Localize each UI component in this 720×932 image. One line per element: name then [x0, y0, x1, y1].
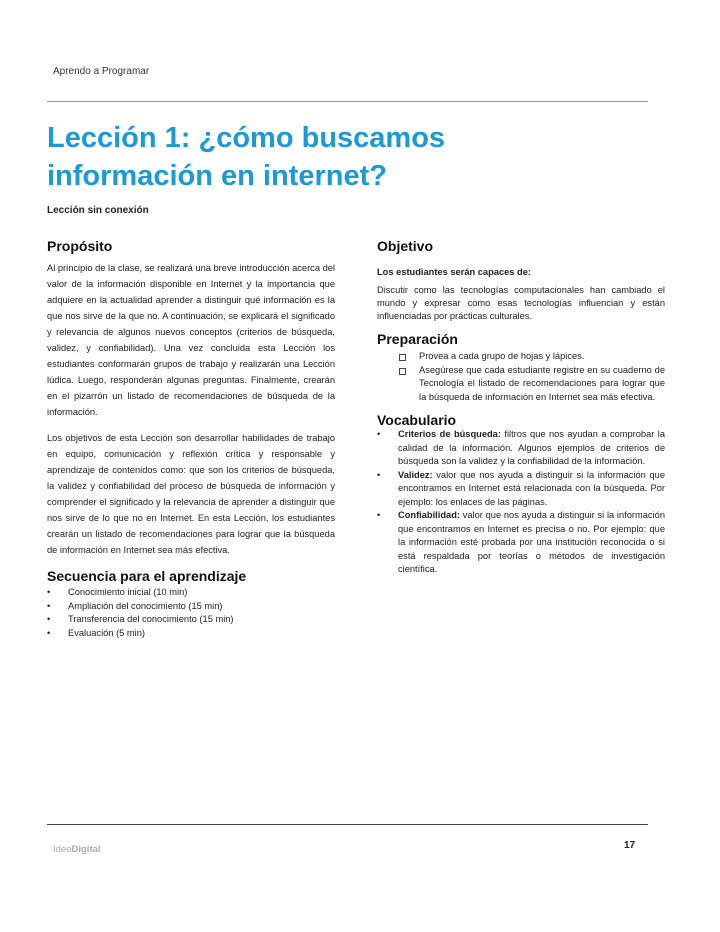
secuencia-list	[47, 586, 335, 640]
running-header: Aprendo a Programar	[53, 66, 150, 77]
list-item: • Conocimiento inicial (10 min)	[47, 586, 335, 600]
objetivo-heading: Objetivo	[377, 238, 434, 254]
left-column	[47, 238, 335, 640]
proposito-paragraph: Los objetivos de esta Lección son desarrollar habilidades de trabajo en equipo, comunicación y reflexión crítica y responsable y aprendizaje de contenidos como: que son los criterios de búsqueda, la validez y confiabilidad del proceso de búsqueda de información y comprender el significado y la relevancia de aprender a distinguir que nos sirve de lo que no en Internet. En esta Lección, los estudiantes crearán un listado de recomendaciones para lograr que la búsqueda de información en Internet sea más efectiva.	[47, 433, 335, 555]
vocabulario-list	[377, 428, 665, 577]
right-column	[377, 238, 665, 577]
brand-light: Ideo	[53, 844, 72, 855]
list-item: Provea a cada grupo de hojas y lápices.	[377, 350, 665, 364]
list-item: Asegúrese que cada estudiante registre en su cuaderno de Tecnología el listado de recomendaciones para lograr que la búsqueda de información en Internet sea más efectiva.	[377, 364, 665, 405]
vocab-term: Criterios de búsqueda:	[398, 429, 501, 439]
proposito-heading: Propósito	[47, 238, 113, 254]
footer-divider	[47, 824, 648, 825]
vocab-term: Confiabilidad:	[398, 510, 460, 520]
list-item: • Transferencia del conocimiento (15 min)	[47, 613, 335, 627]
vocab-definition: valor que nos ayuda a distinguir si la información que encontramos en Internet es precisa o no. Por ejemplo: que la información esté probada por una institución reconocida o si está respaldada por teorías o métodos de investigación científica.	[398, 510, 665, 574]
preparacion-list	[377, 350, 665, 404]
list-item	[377, 428, 665, 469]
brand-logo	[53, 844, 101, 855]
objetivo-text: Discutir como las tecnologías computacionales han cambiado el mundo y expresar como esas tecnologías influencian y están influenciadas por prácticas culturales.	[377, 285, 665, 321]
vocab-definition: valor que nos ayuda a distinguir si la información que encontramos en Internet está relacionada con la búsqueda. Por ejemplo: los enlaces de las páginas.	[398, 469, 665, 507]
list-item	[377, 469, 665, 510]
header-divider	[47, 101, 648, 102]
brand-bold: Digital	[71, 844, 101, 855]
vocab-definition: filtros que nos ayudan a comprobar la calidad de la información. Algunos ejemplos de criterios de búsqueda son la validez y la confiabilidad de la información.	[398, 429, 666, 466]
list-item: • Evaluación (5 min)	[47, 627, 335, 641]
vocab-term: Validez:	[398, 469, 433, 480]
objetivo-lead: Los estudiantes serán capaces de:	[377, 267, 531, 277]
preparacion-heading: Preparación	[377, 331, 458, 347]
page-title: Lección 1: ¿cómo buscamos información en internet?	[47, 122, 446, 192]
secuencia-heading: Secuencia para el aprendizaje	[47, 568, 247, 584]
list-item: • Ampliación del conocimiento (15 min)	[47, 600, 335, 614]
proposito-paragraph: Al principio de la clase, se realizará una breve introducción acerca del valor de la información disponible en Internet y la importancia que adquiere en la actualidad aprender a distinguir qué información es la que nos sirve de la que no. A continuación, se explicará el significado y relevancia de algunos nuevos conceptos (criterios de búsqueda, validez, y confiabilidad). Una vez concluida esta Lección los estudiantes conformarán grupos de trabajo y realizarán una Lección lúdica. Luego, responderán algunas preguntas. Finalmente, crearán en el pizarrón un listado de recomendaciones de búsqueda de la información.	[47, 263, 335, 417]
list-item	[377, 509, 665, 577]
lesson-subtitle: Lección sin conexión	[47, 205, 149, 216]
page-number: 17	[624, 840, 636, 851]
vocabulario-heading: Vocabulario	[377, 412, 457, 428]
